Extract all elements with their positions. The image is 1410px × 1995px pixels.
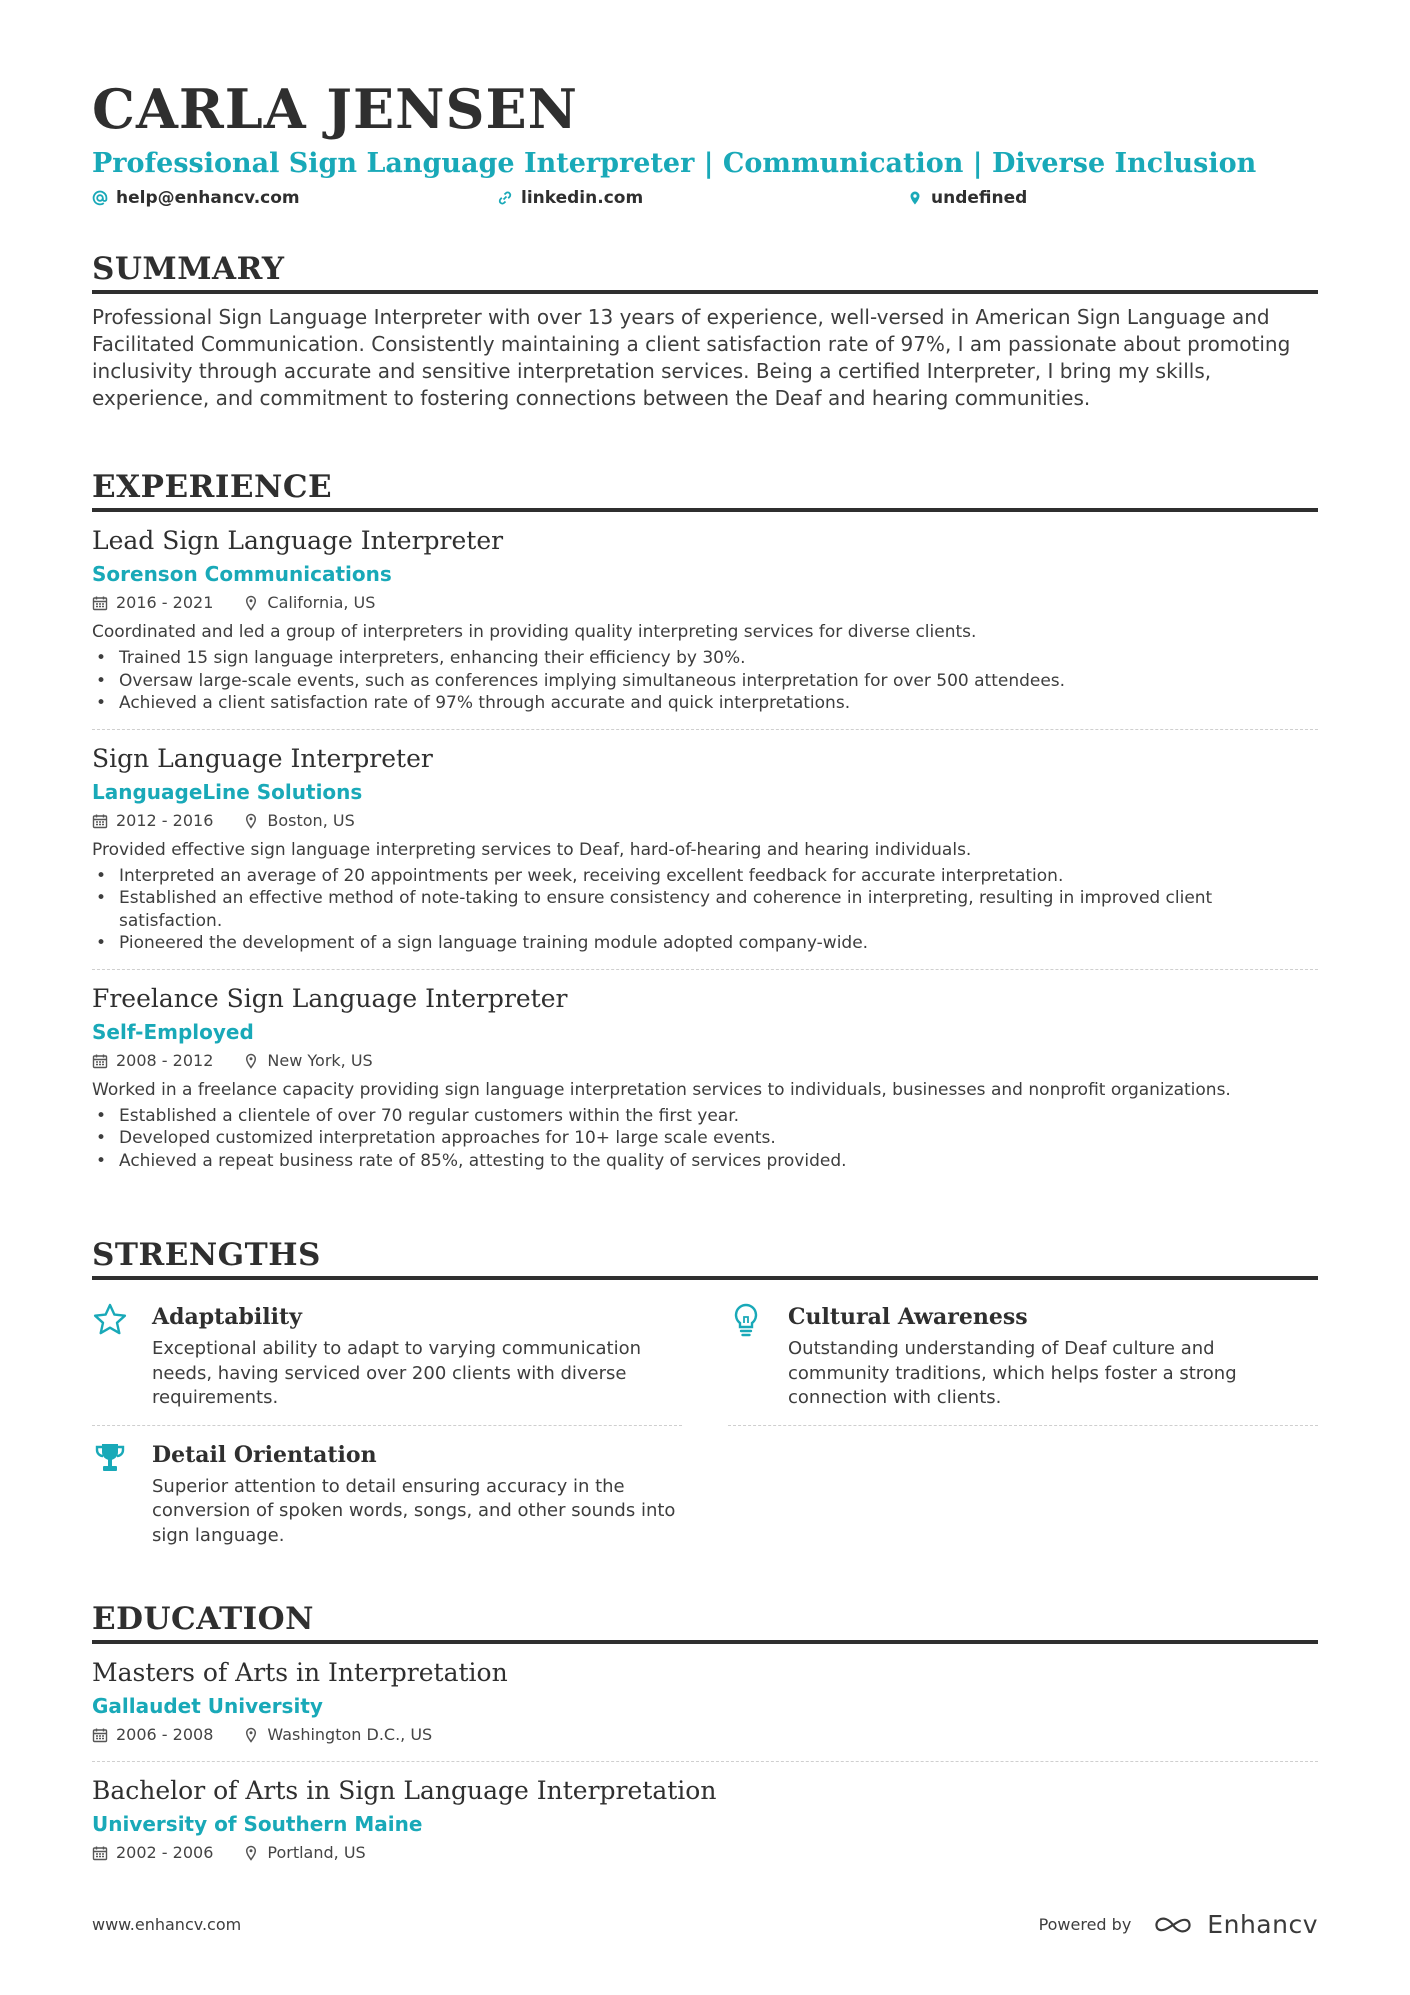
star-icon [92, 1302, 128, 1338]
calendar-icon [92, 813, 108, 829]
at-icon [92, 190, 108, 206]
strength-title: Cultural Awareness [788, 1304, 1028, 1330]
calendar-icon [92, 1845, 108, 1861]
job-title: Freelance Sign Language Interpreter [92, 983, 568, 1013]
education-title: EDUCATION [92, 1600, 1318, 1644]
powered-by [1039, 1910, 1318, 1939]
job-meta [92, 809, 1318, 833]
location-pin-icon [243, 595, 259, 611]
job-dates [92, 591, 213, 615]
education-meta [92, 1723, 1318, 1747]
degree-title: Bachelor of Arts in Sign Language Interpretation [92, 1776, 717, 1805]
achievement-item: • Established an effective method of note-taking to ensure consistency and coherence in interpreting, resulting in improved client satisfaction. [92, 887, 1318, 932]
job-dates [92, 809, 213, 833]
lightbulb-icon [728, 1302, 764, 1338]
education-dates [92, 1841, 213, 1865]
education-location [243, 1723, 432, 1747]
achievement-item: • Pioneered the development of a sign language training module adopted company-wide. [92, 932, 1318, 955]
job-location-text: California, US [267, 593, 376, 612]
education-dates-text: 2002 - 2006 [116, 1843, 214, 1862]
summary-title: SUMMARY [92, 250, 1318, 294]
education-entry [92, 1644, 1318, 1762]
job-description: Provided effective sign language interpreting services to Deaf, hard-of-hearing and hearing individuals. [92, 839, 972, 860]
experience-entry [92, 512, 1318, 730]
strength-item [92, 1288, 682, 1426]
summary-section [92, 250, 1318, 412]
experience-title: EXPERIENCE [92, 468, 1318, 512]
achievement-item: • Established a clientele of over 70 regular customers within the first year. [92, 1105, 1318, 1128]
contact-row [92, 188, 1318, 208]
achievement-item: • Oversaw large-scale events, such as conferences implying simultaneous interpretation for over 500 attendees. [92, 670, 1318, 693]
strength-item [728, 1288, 1318, 1426]
location-pin-icon [243, 1845, 259, 1861]
job-dates-text: 2012 - 2016 [116, 810, 214, 830]
experience-entry [92, 730, 1318, 970]
school-name: University of Southern Maine [92, 1812, 423, 1836]
education-entry [92, 1762, 1318, 1879]
strengths-section [92, 1236, 1318, 1562]
job-title: Sign Language Interpreter [92, 743, 433, 773]
company-name: Sorenson Communications [92, 562, 392, 586]
strength-description: Superior attention to detail ensuring accuracy in the conversion of spoken words, songs, and other sounds into sign language. [152, 1475, 676, 1546]
strengths-grid [92, 1288, 1318, 1562]
page-footer [92, 1910, 1318, 1939]
location-pin-icon [243, 1727, 259, 1743]
powered-by-text: Powered by [1038, 1915, 1132, 1934]
brand-name: Enhancv [1207, 1910, 1318, 1939]
achievement-item: • Developed customized interpretation approaches for 10+ large scale events. [92, 1127, 1318, 1150]
achievement-item: • Achieved a repeat business rate of 85%, attesting to the quality of services provided. [92, 1150, 1318, 1173]
footer-website[interactable]: www.enhancv.com [92, 1915, 242, 1934]
job-location-text: Boston, US [267, 810, 355, 830]
strength-description: Outstanding understanding of Deaf culture and community traditions, which helps foster a strong connection with clients. [788, 1338, 1237, 1408]
contact-linkedin-text: linkedin.com [521, 188, 644, 208]
experience-entry [92, 970, 1318, 1187]
education-section [92, 1600, 1318, 1879]
strength-item [92, 1426, 682, 1563]
trophy-icon [92, 1440, 128, 1476]
job-description: Worked in a freelance capacity providing sign language interpretation services to individuals, businesses and nonprofit organizations. [92, 1079, 1231, 1100]
job-title: Lead Sign Language Interpreter [92, 526, 504, 555]
strengths-title: STRENGTHS [92, 1236, 1318, 1280]
resume-header [92, 76, 1318, 208]
job-description: Coordinated and led a group of interpreters in providing quality interpreting services for diverse clients. [92, 622, 977, 642]
job-location [243, 809, 354, 833]
calendar-icon [92, 1053, 108, 1069]
brand-logo[interactable] [1153, 1910, 1318, 1939]
link-icon [497, 190, 513, 206]
job-dates-text: 2008 - 2012 [116, 1050, 214, 1070]
contact-email[interactable] [92, 188, 497, 208]
candidate-headline: Professional Sign Language Interpreter | Communication | Diverse Inclusion [92, 148, 1257, 179]
calendar-icon [92, 595, 108, 611]
job-meta [92, 1049, 1318, 1073]
strength-title: Adaptability [152, 1304, 302, 1330]
job-achievements [92, 865, 1318, 955]
job-meta [92, 591, 1318, 615]
job-location [243, 1049, 372, 1073]
job-achievements [92, 1105, 1318, 1173]
contact-email-text: help@enhancv.com [116, 188, 300, 208]
job-dates [92, 1049, 213, 1073]
degree-title: Masters of Arts in Interpretation [92, 1658, 508, 1687]
contact-location-text: undefined [931, 188, 1028, 208]
candidate-name: CARLA JENSEN [92, 77, 579, 141]
education-location-text: Washington D.C., US [267, 1725, 433, 1744]
company-name: Self-Employed [92, 1019, 254, 1044]
contact-location [907, 188, 1027, 208]
education-dates [92, 1723, 213, 1747]
enhancv-logo-icon [1153, 1913, 1199, 1937]
school-name: Gallaudet University [92, 1694, 323, 1718]
location-icon [907, 190, 923, 206]
achievement-item: • Interpreted an average of 20 appointments per week, receiving excellent feedback for accurate interpretation. [92, 865, 1318, 888]
job-location [243, 591, 375, 615]
location-pin-icon [243, 813, 259, 829]
location-pin-icon [243, 1053, 259, 1069]
education-location [243, 1841, 365, 1865]
strength-description: Exceptional ability to adapt to varying communication needs, having serviced over 200 clients with diverse requirements. [152, 1338, 641, 1408]
achievement-item: • Trained 15 sign language interpreters, enhancing their efficiency by 30%. [92, 647, 1318, 670]
job-location-text: New York, US [267, 1050, 373, 1070]
education-dates-text: 2006 - 2008 [116, 1725, 214, 1744]
summary-text: Professional Sign Language Interpreter with over 13 years of experience, well-versed in American Sign Language and Facilitated Communication. Consistently maintaining a client satisfaction rate of 97%, I am passionate about promoting inclusivity through accurate and sensitive interpretation services. Being a certified Interpreter, I bring my skills, experience, and commitment to fostering connections between the Deaf and hearing communities. [92, 305, 1291, 410]
job-achievements [92, 647, 1318, 715]
contact-linkedin[interactable] [497, 188, 907, 208]
education-meta [92, 1841, 1318, 1865]
company-name: LanguageLine Solutions [92, 779, 363, 804]
job-dates-text: 2016 - 2021 [116, 593, 214, 612]
strength-title: Detail Orientation [152, 1441, 377, 1468]
education-location-text: Portland, US [267, 1843, 366, 1862]
achievement-item: • Achieved a client satisfaction rate of 97% through accurate and quick interpretations. [92, 692, 1318, 715]
experience-section [92, 468, 1318, 1186]
calendar-icon [92, 1727, 108, 1743]
